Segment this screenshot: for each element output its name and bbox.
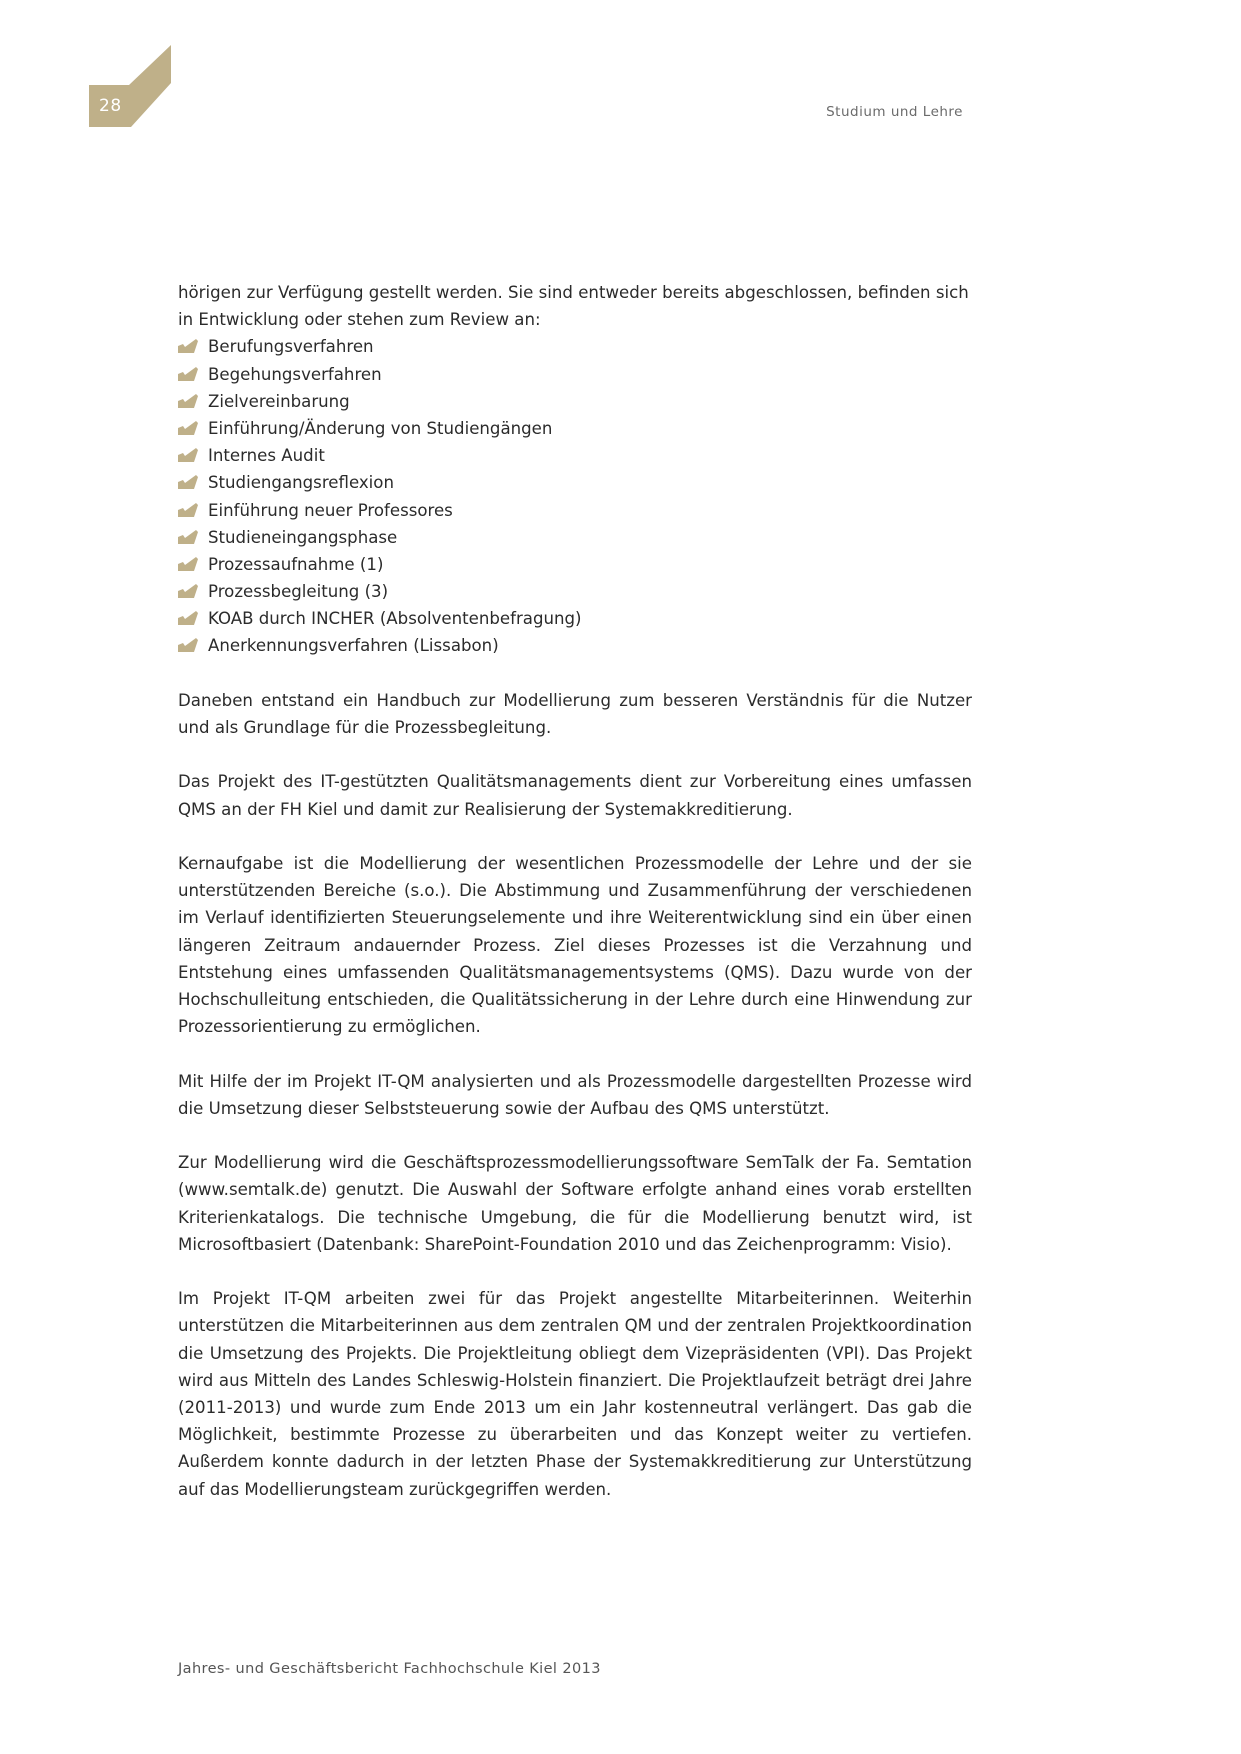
checkmark-wedge-icon — [178, 557, 198, 571]
section-title: Studium und Lehre — [826, 104, 963, 120]
list-item-label: Studieneingangsphase — [208, 527, 398, 547]
body-paragraph: Zur Modellierung wird die Geschäftsprozessmodellierungssoftware SemTalk der Fa. Semtation (www.semtalk.de) genutzt. Die Auswahl der Software erfolgte anhand eines vorab erstellten Kriterienkatalogs. Die technische Umgebung, die für die Modellierung benutzt wird, ist Microsoftbasiert (Datenbank: SharePoint-Foundation 2010 und das Zeichenprogramm: Visio). — [178, 1153, 972, 1254]
list-item — [178, 524, 972, 551]
list-item-label: Studiengangsreflexion — [208, 473, 394, 493]
list-item-label: Internes Audit — [208, 446, 325, 466]
checkmark-wedge-icon — [178, 503, 198, 517]
body-paragraph: Daneben entstand ein Handbuch zur Modellierung zum besseren Verständnis für die Nutzer und als Grundlage für die Prozessbegleitung. — [178, 690, 972, 738]
list-item — [178, 469, 972, 496]
list-item-label: Begehungsverfahren — [208, 364, 382, 384]
list-item — [178, 361, 972, 388]
process-list — [178, 333, 972, 659]
list-item — [178, 605, 972, 632]
body-paragraph: Im Projekt IT-QM arbeiten zwei für das Projekt angestellte Mitarbeiterinnen. Weiterhin unterstützen die Mitarbeiterinnen aus dem zentralen QM und der zentralen Projektkoordination die Umsetzung des Projekts. Die Projektleitung obliegt dem Vizepräsidenten (VPI). Das Projekt wird aus Mitteln des Landes Schleswig-Holstein finanziert. Die Projektlaufzeit beträgt drei Jahre (2011-2013) und wurde zum Ende 2013 um ein Jahr kostenneutral verlängert. Das gab die Möglichkeit, bestimmte Prozesse zu überarbeiten und das Konzept weiter zu vertiefen. Außerdem konnte dadurch in der letzten Phase der Systemakkreditierung zur Unterstützung auf das Modellierungsteam zurückgegriffen werden. — [178, 1289, 972, 1499]
page-footer: Jahres- und Geschäftsbericht Fachhochschule Kiel 2013 — [178, 1661, 601, 1677]
list-item-label: Prozessaufnahme (1) — [208, 554, 384, 574]
list-item — [178, 442, 972, 469]
list-item-label: Berufungsverfahren — [208, 337, 374, 357]
checkmark-wedge-icon — [178, 339, 198, 353]
list-item-label: KOAB durch INCHER (Absolventenbefragung) — [208, 609, 582, 629]
list-item-label: Anerkennungsverfahren (Lissabon) — [208, 636, 499, 656]
checkmark-wedge-icon — [178, 421, 198, 435]
main-content — [178, 279, 972, 1530]
checkmark-wedge-icon — [178, 475, 198, 489]
list-item — [178, 497, 972, 524]
page-number: 28 — [99, 96, 122, 116]
list-item-label: Zielvereinbarung — [208, 391, 350, 411]
list-item — [178, 578, 972, 605]
body-paragraph: Das Projekt des IT-gestützten Qualitätsmanagements dient zur Vorbereitung eines umfassen QMS an der FH Kiel und damit zur Realisierung der Systemakkreditierung. — [178, 772, 972, 819]
list-item — [178, 551, 972, 578]
list-item — [178, 333, 972, 360]
list-item-label: Einführung/Änderung von Studiengängen — [208, 418, 553, 438]
list-item — [178, 632, 972, 659]
intro-paragraph: hörigen zur Verfügung gestellt werden. Sie sind entweder bereits abgeschlossen, befinden sich in Entwicklung oder stehen zum Review an: — [178, 283, 969, 330]
checkmark-wedge-icon — [178, 611, 198, 625]
checkmark-wedge-icon — [178, 394, 198, 408]
checkmark-wedge-icon — [178, 638, 198, 652]
checkmark-wedge-icon — [178, 448, 198, 462]
body-paragraph: Mit Hilfe der im Projekt IT-QM analysierten und als Prozessmodelle dargestellten Prozesse wird die Umsetzung dieser Selbststeuerung sowie der Aufbau des QMS unterstützt. — [178, 1071, 972, 1118]
checkmark-wedge-icon — [178, 584, 198, 598]
list-item — [178, 388, 972, 415]
list-item — [178, 415, 972, 442]
body-paragraph: Kernaufgabe ist die Modellierung der wesentlichen Prozessmodelle der Lehre und der sie unterstützenden Bereiche (s.o.). Die Abstimmung und Zusammenführung der verschiedenen im Verlauf identifizierten Steuerungselemente und ihre Weiterentwicklung sind ein über einen längeren Zeitraum andauernder Prozess. Ziel dieses Prozesses ist die Verzahnung und Entstehung eines umfassenden Qualitätsmanagementsystems (QMS). Dazu wurde von der Hochschulleitung entschieden, die Qualitätssicherung in der Lehre durch eine Hinwendung zur Prozessorientierung zu ermöglichen. — [178, 854, 972, 1037]
checkmark-wedge-icon — [178, 530, 198, 544]
list-item-label: Prozessbegleitung (3) — [208, 582, 389, 602]
list-item-label: Einführung neuer Professores — [208, 500, 453, 520]
checkmark-wedge-icon — [178, 367, 198, 381]
